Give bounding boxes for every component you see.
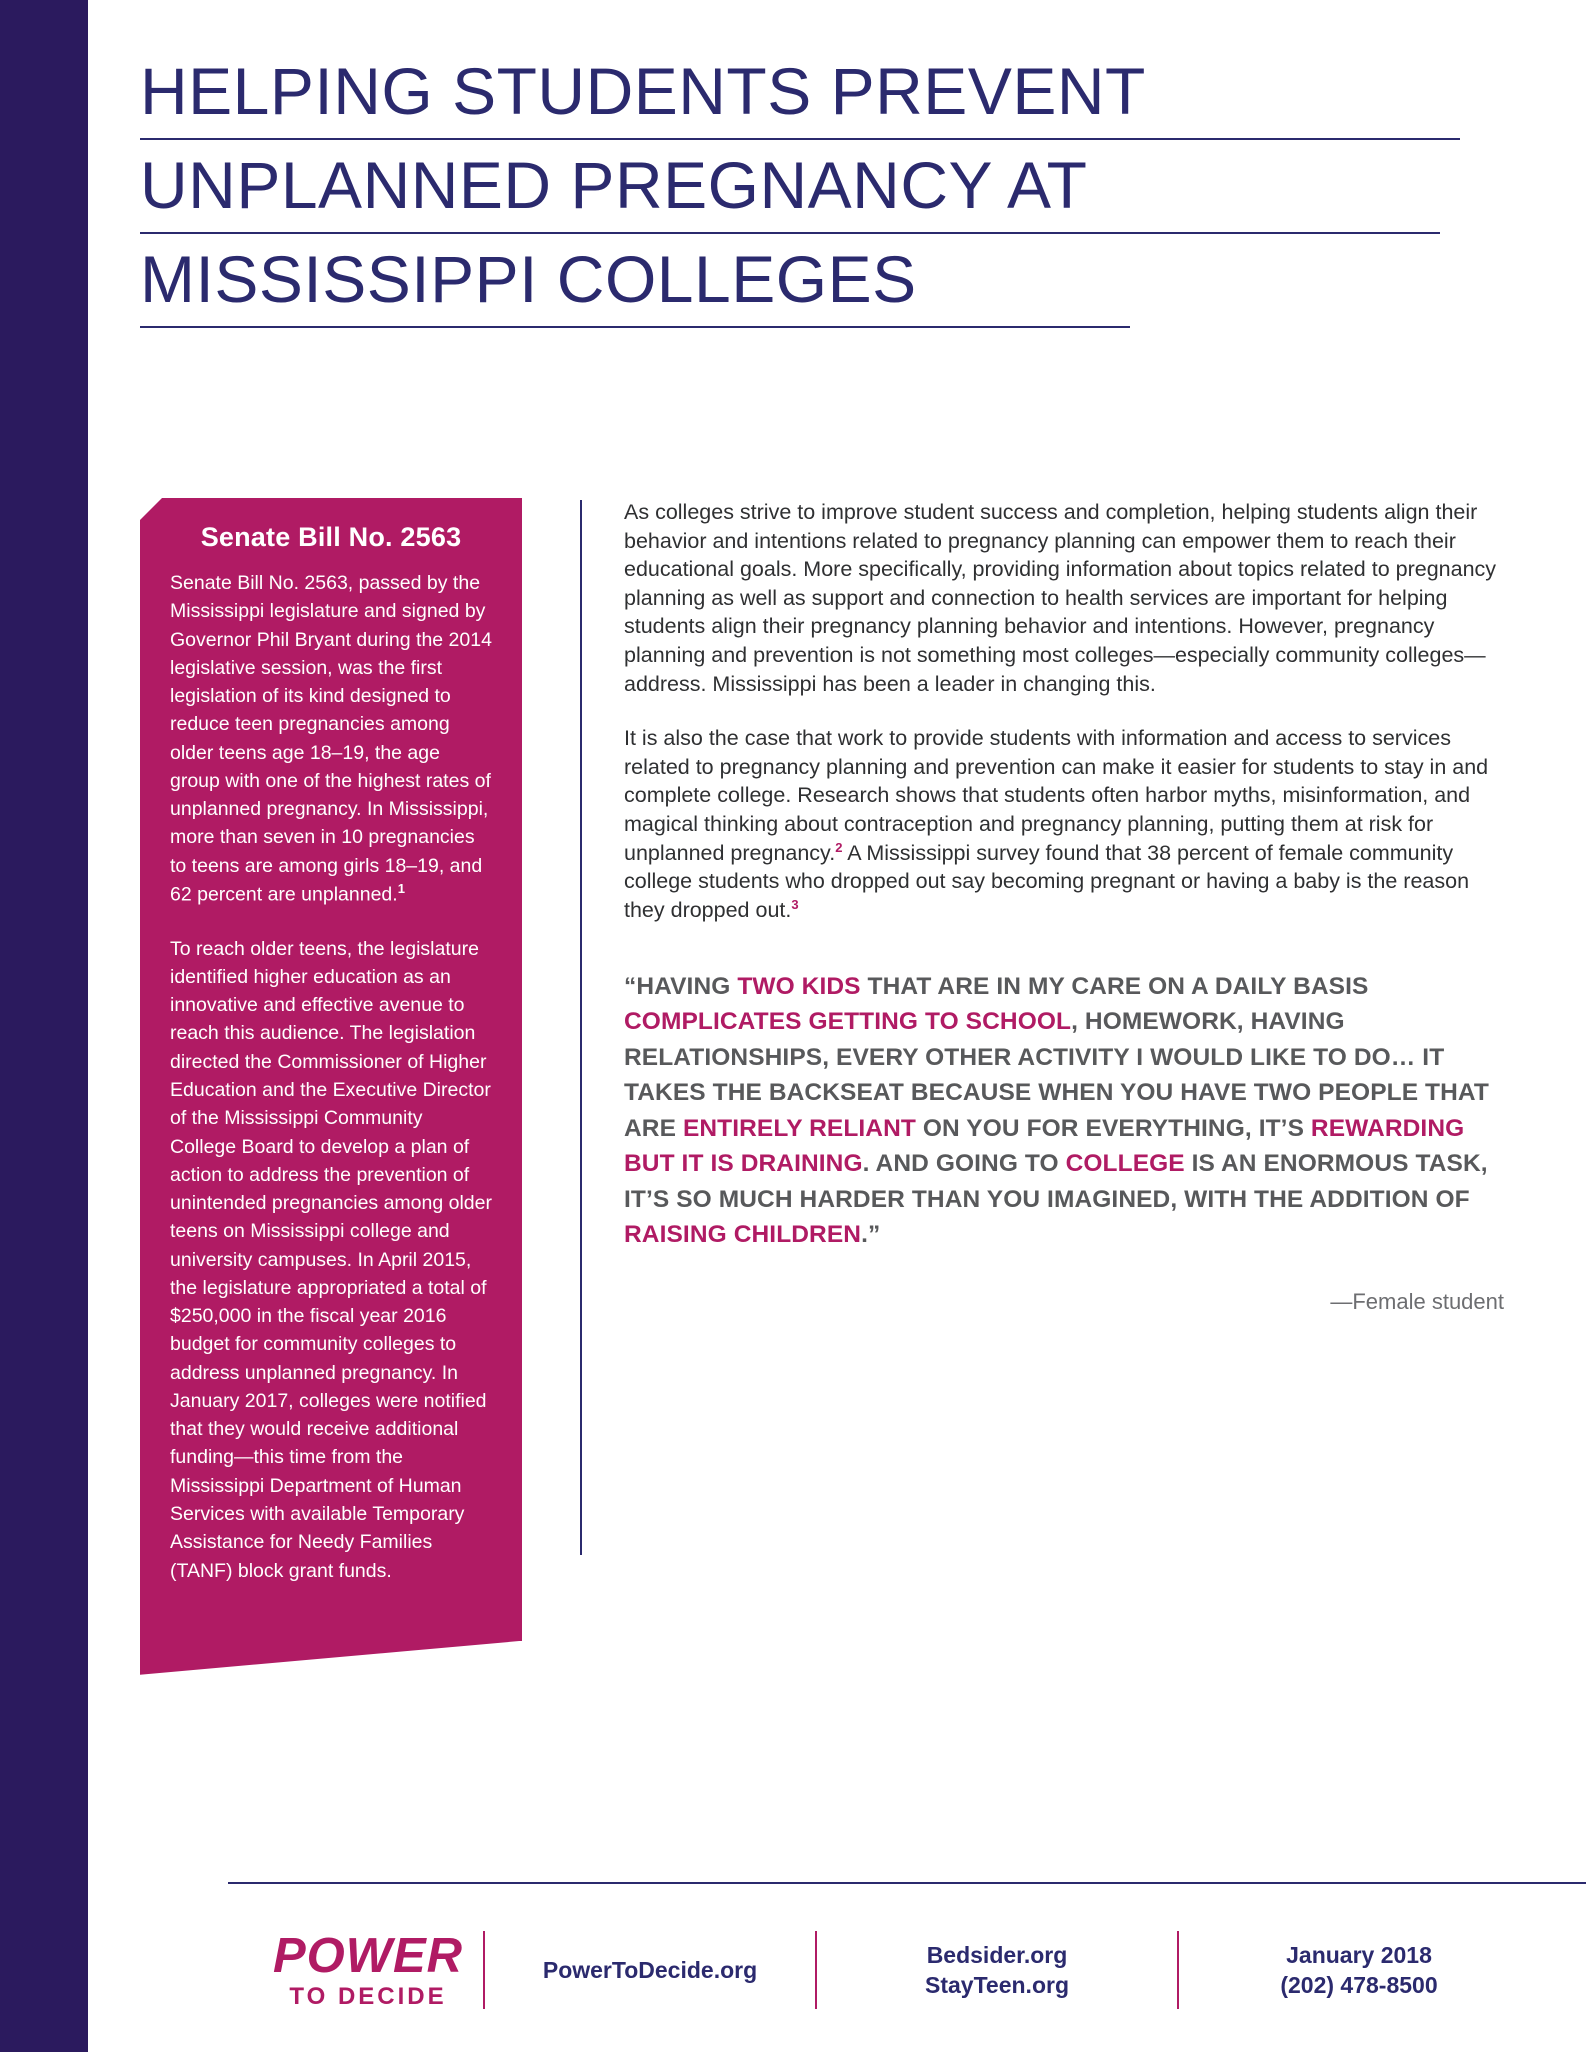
sidebar-callout <box>140 498 522 1641</box>
sidebar-footnote-1: 1 <box>397 880 405 896</box>
title-line-3: MISSISSIPPI COLLEGES <box>140 246 1130 328</box>
logo-line-2: TO DECIDE <box>289 1982 447 2010</box>
quote-segment-9: COLLEGE <box>1065 1150 1185 1178</box>
quote-segment-5: ENTIRELY RELIANT <box>682 1114 916 1142</box>
left-navy-band <box>0 0 88 2052</box>
footer-main-site[interactable]: PowerToDecide.org <box>542 1956 758 1983</box>
quote-segment-3: COMPLICATES GETTING TO SCHOOL <box>624 1008 1072 1036</box>
footer-phone: (202) 478-8500 <box>1280 1972 1438 1998</box>
pull-quote <box>624 969 1504 1253</box>
sidebar-heading: Senate Bill No. 2563 <box>200 522 462 552</box>
body-paragraph-2-part-b: A Mississippi survey found that 38 percent of female community college students who dropped out say becoming pregnant or having a baby is the reason they dropped out. <box>624 840 1470 923</box>
sidebar-paragraph-1 <box>140 569 522 909</box>
quote-segment-12: .” <box>861 1221 881 1249</box>
sidebar-paragraph-1-text: Senate Bill No. 2563, passed by the Mississippi legislature and signed by Governor Phil Bryant during the 2014 legislative session, was the first legislation of its kind designed to reduce teen pregnancies among older teens age 18–19, the age group with one of the highest rates of unplanned pregnancy. In Mississippi, more than seven in 10 pregnancies to teens are among girls 18–19, and 62 percent are unplanned. <box>170 572 492 906</box>
sidebar-corner-notch <box>140 498 162 520</box>
quote-segment-7: REWARDING BUT IT IS DRAINING <box>624 1114 1465 1178</box>
page-content <box>88 0 1586 2052</box>
page-title <box>140 54 1500 340</box>
power-to-decide-logo <box>253 1928 483 2010</box>
quote-attribution: —Female student <box>1330 1288 1504 1314</box>
main-column <box>624 498 1504 1315</box>
body-footnote-3: 3 <box>791 896 799 912</box>
footer-date-phone <box>1179 1940 1539 2001</box>
footer-site-bedsider[interactable]: Bedsider.org <box>926 1941 1068 1968</box>
quote-segment-4: , HOMEWORK, HAVING RELATIONSHIPS, EVERY OTHER ACTIVITY I WOULD LIKE TO DO… IT TAKES THE BACKSEAT BECAUSE WHEN YOU HAVE TWO PEOPLE THAT ARE <box>624 1008 1489 1142</box>
sidebar-paragraph-2: To reach older teens, the legislature identified higher education as an innovative and effective avenue to reach this audience. The legislation directed the Commissioner of Higher Education and the Executive Director of the Mississippi Community College Board to develop a plan of action to address the prevention of unintended pregnancies among older teens on Mississippi college and university campuses. In April 2015, the legislature appropriated a total of $250,000 in the fiscal year 2016 budget for community colleges to address unplanned pregnancy. In January 2017, colleges were notified that they would receive additional funding—this time from the Mississippi Department of Human Services with available Temporary Assistance for Needy Families (TANF) block grant funds. <box>170 937 492 1582</box>
body-footnote-2: 2 <box>835 839 843 855</box>
body-paragraph-1: As colleges strive to improve student success and completion, helping students align their behavior and intentions related to pregnancy planning can empower them to reach their educational goals. More specifically, providing information about topics related to pregnancy planning as well as support and connection to health services are important for helping students align their pregnancy planning behavior and intentions. However, pregnancy planning and prevention is not something most colleges—especially community colleges—address. Mississippi has been a leader in changing this. <box>624 500 1497 696</box>
body-paragraph-2 <box>624 724 1504 924</box>
quote-segment-10: IS AN ENORMOUS TASK, IT’S SO MUCH HARDER THAN YOU IMAGINED, WITH THE ADDITION OF <box>624 1150 1488 1213</box>
title-line-1: HELPING STUDENTS PREVENT <box>140 58 1460 140</box>
logo-line-1: POWER <box>272 1928 464 1983</box>
body-paragraph-2-part-a: It is also the case that work to provide students with information and access to services related to pregnancy planning and prevention can make it easier for students to stay in and complete college. Research shows that students often harbor myths, misinformation, and magical thinking about contraception and pregnancy planning, putting them at risk for unplanned pregnancy. <box>624 726 1489 865</box>
footer-date: January 2018 <box>1286 1941 1432 1968</box>
quote-segment-11: RAISING CHILDREN <box>624 1221 862 1249</box>
column-divider <box>580 500 582 1555</box>
footer <box>228 1905 1586 2035</box>
quote-segment-1: TWO KIDS <box>737 972 861 1000</box>
footer-secondary-sites[interactable] <box>817 1940 1177 2001</box>
quote-segment-2: THAT ARE IN MY CARE ON A DAILY BASIS <box>860 972 1369 1000</box>
quote-segment-6: ON YOU FOR EVERYTHING, IT’S <box>915 1114 1311 1142</box>
quote-segment-0: “HAVING <box>624 972 738 1000</box>
quote-segment-8: . AND GOING TO <box>862 1150 1066 1178</box>
footer-divider <box>228 1882 1586 1884</box>
footer-site-stayteen[interactable]: StayTeen.org <box>925 1972 1069 1998</box>
sidebar-bottom-taper <box>140 1641 522 1675</box>
title-line-2: UNPLANNED PREGNANCY AT <box>140 152 1440 234</box>
